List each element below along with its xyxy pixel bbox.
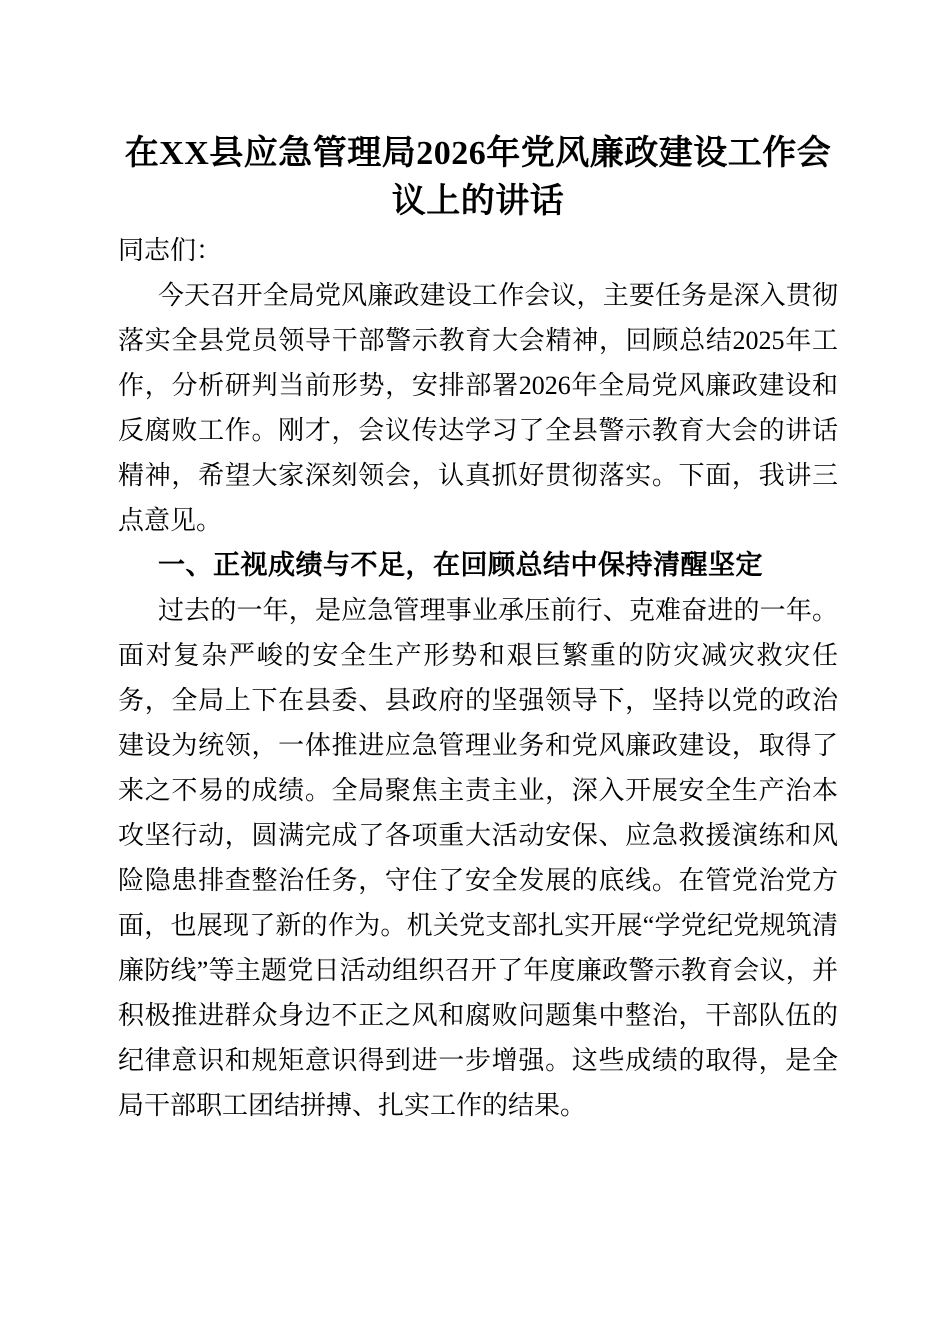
salutation: 同志们：: [118, 236, 223, 265]
intro-paragraph: 今天召开全局党风廉政建设工作会议，主要任务是深入贯彻落实全县党员领导干部警示教育大会精神，回顾总结2025年工作，分析研判当前形势，安排部署2026年全局党风廉政建设和反腐败工作。刚才，会议传达学习了全县警示教育大会的讲话精神，希望大家深刻领会，认真抓好贯彻落实。下面，我讲三点意见。: [118, 281, 838, 535]
section-1-paragraph: 过去的一年，是应急管理事业承压前行、克难奋进的一年。面对复杂严峻的安全生产形势和艰巨繁重的防灾减灾救灾任务，全局上下在县委、县政府的坚强领导下，坚持以党的政治建设为统领，一体推进应急管理业务和党风廉政建设，取得了来之不易的成绩。全局聚焦主责主业，深入开展安全生产治本攻坚行动，圆满完成了各项重大活动安保、应急救援演练和风险隐患排查整治任务，守住了安全发展的底线。在管党治党方面，也展现了新的作为。机关党支部扎实开展“学党纪党规筑清廉防线”等主题党日活动组织召开了年度廉政警示教育会议，并积极推进群众身边不正之风和腐败问题集中整治，干部队伍的纪律意识和规矩意识得到进一步增强。这些成绩的取得，是全局干部职工团结拼搏、扎实工作的结果。: [118, 596, 838, 1120]
section-1-heading: 一、正视成绩与不足，在回顾总结中保持清醒坚定: [158, 550, 763, 580]
document-title: 在XX县应急管理局2026年党风廉政建设工作会议上的讲话: [124, 135, 832, 220]
